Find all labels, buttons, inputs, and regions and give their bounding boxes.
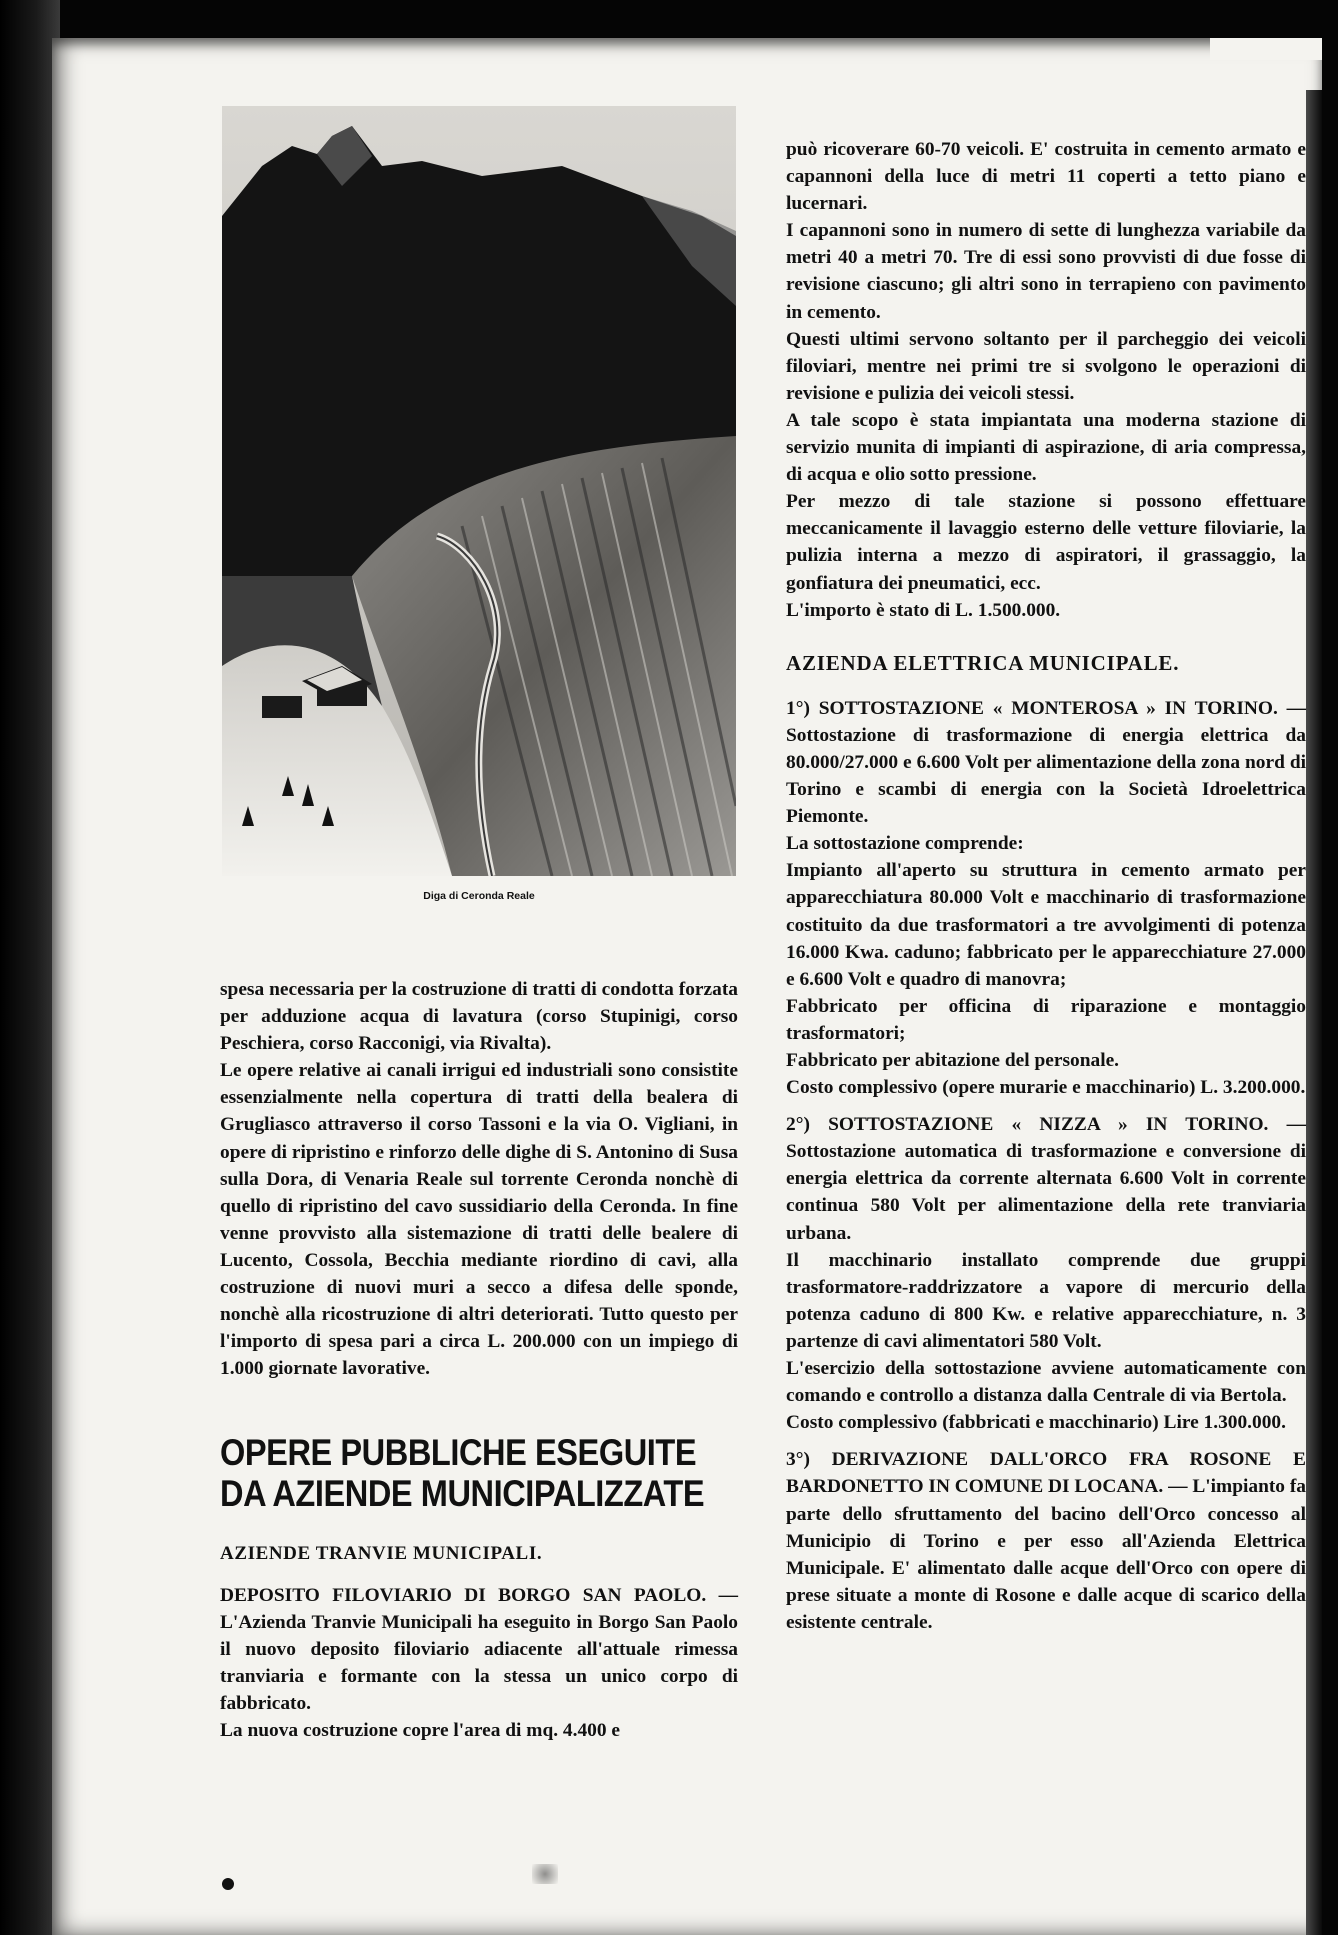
scan-smudge	[532, 1864, 558, 1884]
orco-paragraph: 3°) DERIVAZIONE DALL'ORCO FRA ROSONE E BARDONETTO IN COMUNE DI LOCANA. — L'impianto fa parte dello sfruttamento del bacino dell'Orco concesso al Municipio di Torino e per esso all'Azienda Elettrica Municipale. E' alimentato dalle acque dell'Orco con opere di prese situate a monte di Rosone e dalle acque di scarico della esistente centrale.	[786, 1449, 1307, 1633]
dam-photo	[222, 106, 736, 876]
aem-heading: AZIENDA ELETTRICA MUNICIPALE.	[786, 650, 1180, 675]
page-mark-dot	[222, 1878, 234, 1890]
left-column	[220, 976, 738, 1744]
capannoni-paragraph: I capannoni sono in numero di sette di lunghezza variabile da metri 40 a metri 70. Tre di essi sono provvisti di due fosse di revisione ciascuno; gli altri sono in terrapieno con pavimento in cemento.	[786, 220, 1306, 323]
continuation-paragraph: può ricoverare 60-70 veicoli. E' costruita in cemento armato e capannoni della luce di metri 11 coperti a tetto piano e lucernari.	[786, 139, 1306, 215]
main-heading: OPERE PUBBLICHE ESEGUITE DA AZIENDE MUNICIPALIZZATE	[220, 1432, 705, 1515]
page-binding-edge	[1306, 90, 1322, 1935]
scopo-paragraph: A tale scopo è stata impiantata una moderna stazione di servizio munita di impianti di aspirazione, di aria compressa, di acqua e olio sotto pressione.	[786, 409, 1306, 486]
nizza-costo: Costo complessivo (fabbricati e macchinario) Lire 1.300.000.	[786, 1412, 1286, 1434]
photo-caption: Diga di Ceronda Reale	[423, 890, 535, 902]
nuova-costruzione-paragraph: La nuova costruzione copre l'area di mq. 4.400 e	[220, 1719, 621, 1741]
nizza-paragraph: 2°) SOTTOSTAZIONE « NIZZA » IN TORINO. — Sottostazione automatica di trasformazione e conversione di energia elettrica da corrente alternata 6.600 Volt in corrente continua 580 Volt per alimentazione della rete tranviaria urbana.	[786, 1114, 1306, 1244]
intro-paragraph: spesa necessaria per la costruzione di tratti di condotta forzata per adduzione acqua di lavatura (corso Stupinigi, corso Peschiera, corso Racconigi, via Rivalta).	[220, 979, 738, 1055]
dam-photograph-icon	[222, 106, 736, 876]
nizza-macchinario: Il macchinario installato comprende due gruppi trasformatore-raddrizzatore a vapore di mercurio della potenza caduno di 800 Kw. e relative apparecchiature, n. 3 partenze di cavi alimentatori 580 Volt.	[786, 1249, 1306, 1352]
monterosa-officina: Fabbricato per officina di riparazione e montaggio trasformatori;	[786, 995, 1306, 1044]
nizza-esercizio: L'esercizio della sottostazione avviene automaticamente con comando e controllo a distanza dalla Centrale di via Bertola.	[786, 1358, 1306, 1407]
canali-paragraph: Le opere relative ai canali irrigui ed industriali sono consistite essenzialmente nella copertura di tratti della bealera di Grugliasco attraverso il corso Tassoni e la via O. Vigliani, in opere di ripristino e rinforzo delle dighe di S. Antonino di Susa sulla Dora, di Venaria Reale sul torrente Ceronda nonchè di quello di ripristino del cavo sussidiario della Ceronda. In fine venne provvisto alla sistemazione di tratti delle bealere di Lucento, Cossola, Becchia mediante riordino di cavi, alla costruzione di nuovi muri a secco a difesa delle sponde, nonchè alla ricostruzione di altri deteriorati. Tutto questo per l'importo di spesa pari a circa L. 200.000 con un impiego di 1.000 giornate lavorative.	[220, 1060, 738, 1380]
tranvie-heading: AZIENDE TRANVIE MUNICIPALI.	[220, 1543, 543, 1565]
mezzo-paragraph: Per mezzo di tale stazione si possono effettuare meccanicamente il lavaggio esterno delle vetture filoviarie, la pulizia interna a mezzo di aspiratori, il grassaggio, la gonfiatura dei pneumatici, ecc.	[786, 491, 1306, 594]
monterosa-abitazione: Fabbricato per abitazione del personale.	[786, 1050, 1120, 1071]
monterosa-impianto: Impianto all'aperto su struttura in cemento armato per apparecchiatura 80.000 Volt e macchinario di trasformazione costituito da due trasformatori a tre avvolgimenti di potenza 16.000 Kwa. caduno; fabbricato per le apparecchiature 27.000 e 6.600 Volt e quadro di manovra;	[786, 860, 1306, 990]
monterosa-paragraph: 1°) SOTTOSTAZIONE « MONTEROSA » IN TORINO. — Sottostazione di trasformazione di energia elettrica da 80.000/27.000 e 6.600 Volt per alimentazione della zona nord di Torino e scambi di energia con la Società Idroelettrica Piemonte.	[786, 697, 1306, 828]
monterosa-comprende: La sottostazione comprende:	[786, 833, 1024, 855]
monterosa-costo: Costo complessivo (opere murarie e macchinario) L. 3.200.000.	[786, 1077, 1306, 1099]
importo-paragraph: L'importo è stato di L. 1.500.000.	[786, 599, 1061, 621]
ultimi-paragraph: Questi ultimi servono soltanto per il parcheggio dei veicoli filoviari, mentre nei primi tre si svolgono le operazioni di revisione e pulizia dei veicoli stessi.	[786, 328, 1306, 404]
document-page	[52, 38, 1322, 1935]
right-column	[786, 136, 1306, 1636]
deposito-paragraph: DEPOSITO FILOVIARIO DI BORGO SAN PAOLO. — L'Azienda Tranvie Municipali ha eseguito in Borgo San Paolo il nuovo deposito filoviario adiacente all'attuale rimessa tranviaria e formante con la stessa un unico corpo di fabbricato.	[220, 1584, 738, 1714]
page-tab-mark	[1210, 38, 1322, 60]
scan-shadow	[0, 0, 60, 1935]
